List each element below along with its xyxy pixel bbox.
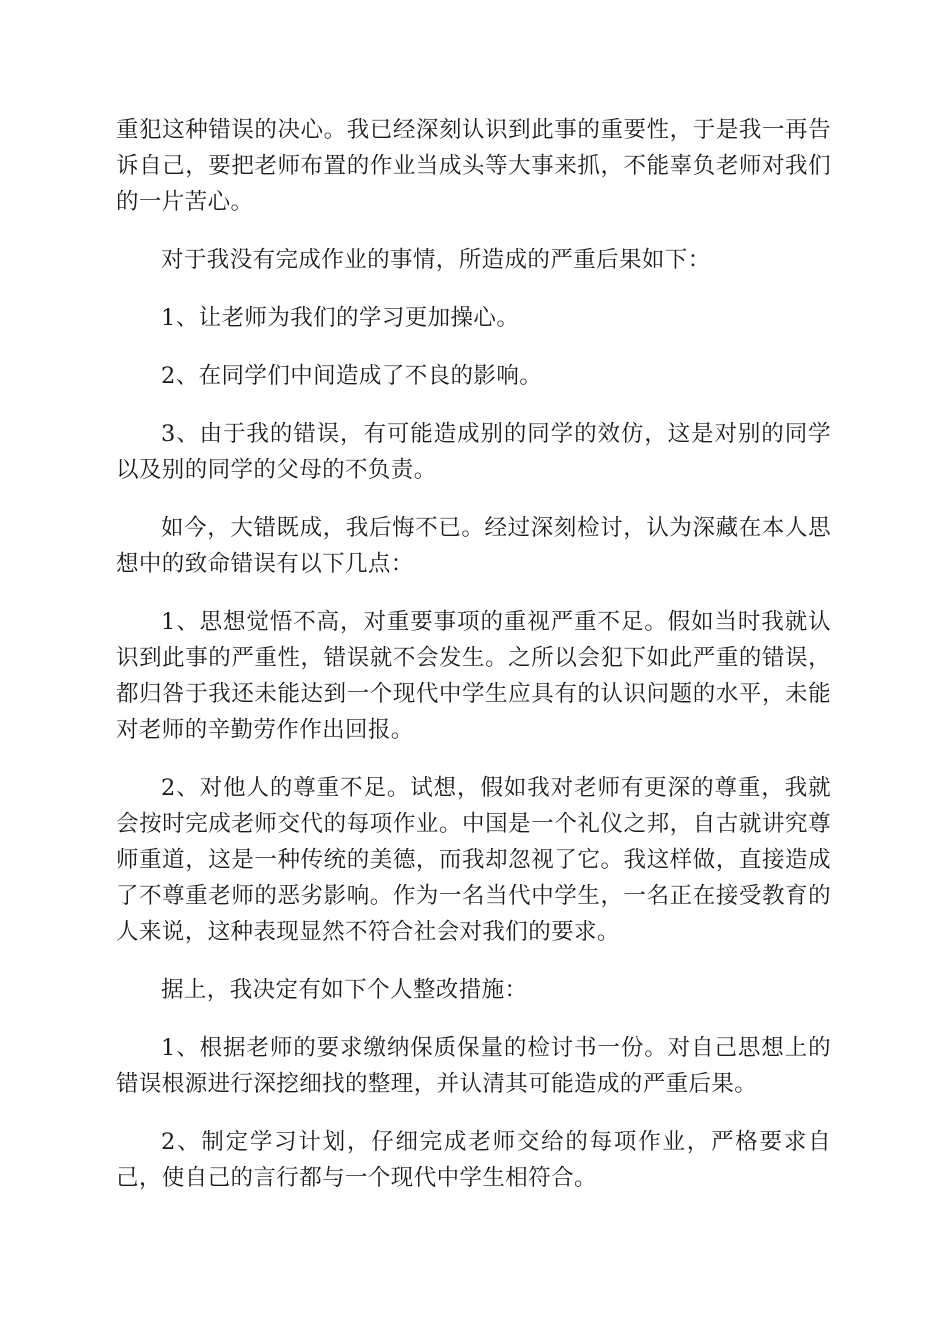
list-item-consequence-1: 1、让老师为我们的学习更加操心。	[161, 305, 520, 331]
paragraph-consequences-intro: 对于我没有完成作业的事情，所造成的严重后果如下：	[161, 247, 711, 273]
list-item-error-1: 1、思想觉悟不高，对重要事项的重视严重不足。假如当时我就认识到此事的严重性，错误就不会发生。之所以会犯下如此严重的错误，都归咎于我还未能达到一个现代中学生应具有的认识问题的水平，未能对老师的辛勤劳作作出回报。	[116, 609, 831, 743]
list-item-measure-2: 2、制定学习计划，仔细完成老师交给的每项作业，严格要求自己，使自己的言行都与一个现代中学生相符合。	[116, 1129, 831, 1191]
paragraph-measures-intro: 据上，我决定有如下个人整改措施：	[161, 977, 528, 1003]
list-item-consequence-2: 2、在同学们中间造成了不良的影响。	[161, 363, 543, 389]
list-item-measure-1: 1、根据老师的要求缴纳保质保量的检讨书一份。对自己思想上的错误根源进行深挖细找的整理，并认清其可能造成的严重后果。	[116, 1035, 831, 1097]
document-body	[116, 112, 831, 1218]
list-item-error-2: 2、对他人的尊重不足。试想，假如我对老师有更深的尊重，我就会按时完成老师交代的每项作业。中国是一个礼仪之邦，自古就讲究尊师重道，这是一种传统的美德，而我却忽视了它。我这样做，直接造成了不尊重老师的恶劣影响。作为一名当代中学生，一名正在接受教育的人来说，这种表现显然不符合社会对我们的要求。	[116, 775, 831, 945]
list-item-consequence-3: 3、由于我的错误，有可能造成别的同学的效仿，这是对别的同学以及别的同学的父母的不负责。	[116, 421, 831, 483]
paragraph-continued: 重犯这种错误的决心。我已经深刻认识到此事的重要性，于是我一再告诉自己，要把老师布置的作业当成头等大事来抓，不能辜负老师对我们的一片苦心。	[116, 117, 831, 215]
paragraph-reflection-intro: 如今，大错既成，我后悔不已。经过深刻检讨，认为深藏在本人思想中的致命错误有以下几点：	[116, 515, 831, 577]
